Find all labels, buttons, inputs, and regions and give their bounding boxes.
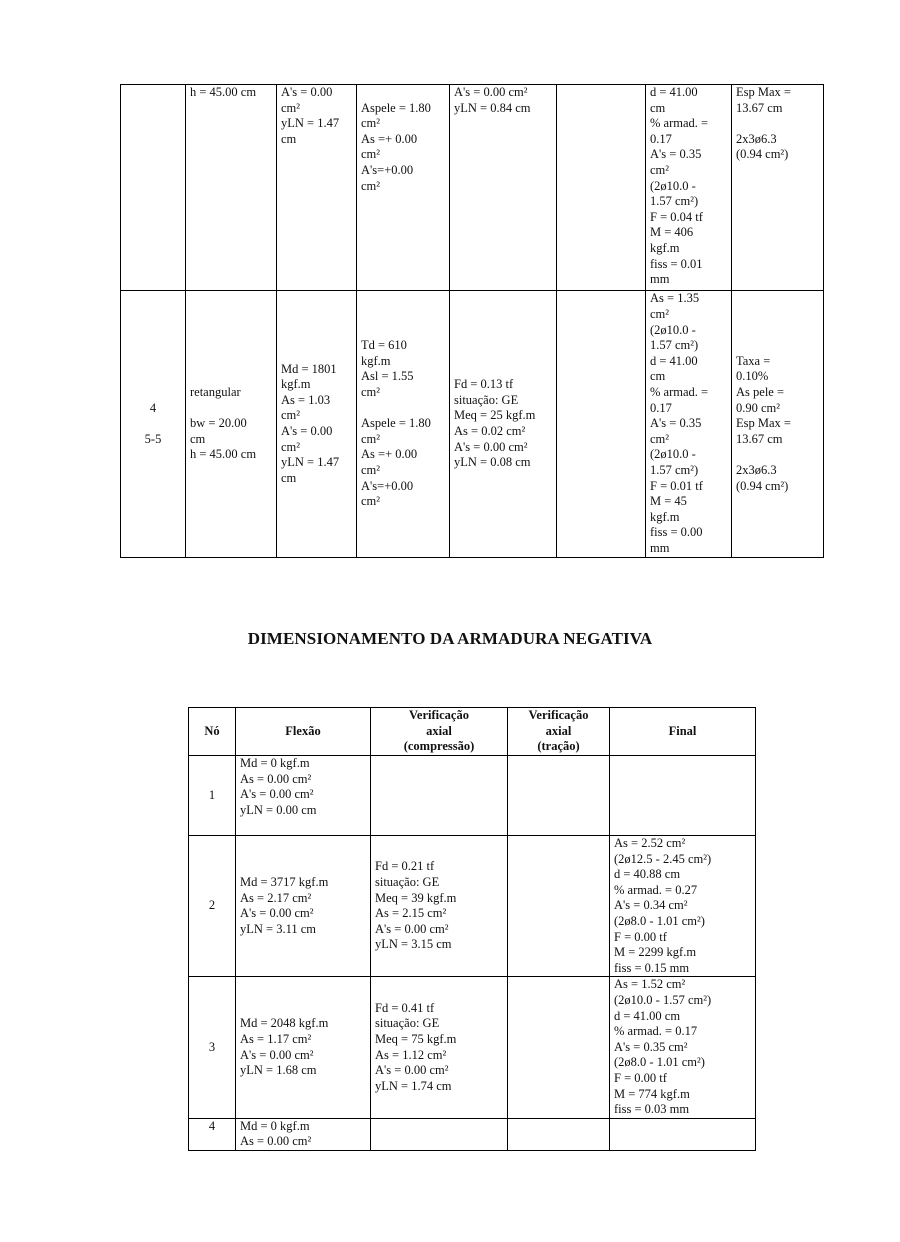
cell-line: situação: GE: [454, 392, 519, 407]
table-row: [189, 836, 756, 977]
table-cell: [186, 291, 277, 558]
cell-line: retangular: [190, 385, 241, 400]
node-number: 1: [189, 756, 236, 836]
traction-cell: [508, 836, 610, 977]
cell-line: A's = 0.00 cm²: [454, 85, 528, 99]
cell-line: (2ø8.0 - 1.01 cm²): [614, 913, 705, 928]
negative-reinforcement-table: [188, 707, 756, 1151]
cell-line: Taxa =: [736, 353, 771, 368]
table-cell: [646, 291, 732, 558]
cell-line: Td = 610: [361, 338, 407, 353]
cell-line: cm: [650, 369, 666, 384]
cell-line: Md = 1801: [281, 361, 337, 376]
cell-line: As = 1.12 cm²: [375, 1047, 447, 1062]
cell-line: 0.17: [650, 131, 672, 146]
cell-line: cm: [281, 470, 297, 485]
cell-line: d = 41.00 cm: [614, 1008, 681, 1023]
column-header-compression: [371, 708, 508, 756]
cell-line: Meq = 75 kgf.m: [375, 1031, 457, 1046]
table-cell: [186, 85, 277, 291]
cell-line: mm: [650, 540, 670, 555]
cell-line: Asl = 1.55: [361, 369, 414, 384]
compression-cell: [371, 977, 508, 1118]
traction-cell: [508, 977, 610, 1118]
cell-line: bw = 20.00: [190, 416, 247, 431]
cell-line: 0.17: [650, 400, 672, 415]
column-header-no: Nó: [189, 708, 236, 756]
cell-line: % armad. =: [650, 385, 709, 400]
cell-line: (tração): [537, 739, 580, 754]
table-cell: [357, 291, 450, 558]
table-cell: [557, 85, 646, 291]
cell-line: % armad. = 0.17: [614, 1024, 698, 1039]
table-cell: [121, 291, 186, 558]
column-header-flexao: Flexão: [236, 708, 371, 756]
table-cell: [450, 291, 557, 558]
cell-line: 13.67 cm: [736, 431, 783, 446]
node-number: 3: [189, 977, 236, 1118]
node-number: 4: [189, 1118, 236, 1150]
cell-line: As = 2.17 cm²: [240, 890, 312, 905]
cell-line: Meq = 25 kgf.m: [454, 408, 536, 423]
cell-line: h = 45.00 cm: [190, 85, 257, 99]
compression-cell: [371, 836, 508, 977]
cell-line: M = 774 kgf.m: [614, 1086, 690, 1101]
beam-results-table: [120, 84, 824, 558]
cell-line: M = 45: [650, 494, 687, 509]
cell-line: d = 40.88 cm: [614, 867, 681, 882]
cell-line: cm²: [361, 431, 381, 446]
cell-line: situação: GE: [375, 1016, 440, 1031]
table-cell: [277, 291, 357, 558]
cell-line: cm²: [361, 385, 381, 400]
cell-line: cm²: [281, 439, 301, 454]
cell-line: M = 2299 kgf.m: [614, 945, 697, 960]
column-header-final: Final: [610, 708, 756, 756]
cell-line: yLN = 0.08 cm: [454, 455, 531, 470]
cell-line: 1.57 cm²): [650, 338, 699, 353]
cell-line: (0.94 cm²): [736, 478, 789, 493]
node-number: 2: [189, 836, 236, 977]
cell-line: [736, 116, 819, 132]
cell-line: yLN = 1.47: [281, 455, 340, 470]
cell-line: d = 41.00: [650, 353, 698, 368]
cell-line: Esp Max =: [736, 85, 791, 99]
cell-line: (2ø10.0 - 1.57 cm²): [614, 992, 712, 1007]
table-row: [121, 85, 824, 291]
section-title: DIMENSIONAMENTO DA ARMADURA NEGATIVA: [247, 629, 653, 648]
cell-line: Verificação: [409, 708, 469, 723]
compression-cell: [371, 1118, 508, 1150]
cell-line: cm²: [361, 494, 381, 509]
flexao-cell: [236, 836, 371, 977]
cell-line: cm²: [650, 307, 670, 322]
cell-line: A's = 0.00 cm²: [454, 439, 528, 454]
table-row: [189, 756, 756, 836]
cell-line: Aspele = 1.80: [361, 416, 431, 431]
cell-line: As =+ 0.00: [361, 131, 418, 146]
table-cell: [557, 291, 646, 558]
cell-line: As = 2.52 cm²: [614, 836, 686, 850]
cell-line: A's = 0.35: [650, 147, 702, 162]
cell-line: 2x3ø6.3: [736, 131, 777, 146]
cell-line: Fd = 0.13 tf: [454, 377, 514, 392]
table-row: [189, 977, 756, 1118]
cell-line: Md = 0 kgf.m: [240, 756, 310, 770]
cell-line: cm²: [361, 116, 381, 131]
cell-line: Esp Max =: [736, 416, 791, 431]
table-row: [189, 1118, 756, 1150]
cell-line: 1.57 cm²): [650, 462, 699, 477]
cell-line: h = 45.00 cm: [190, 447, 257, 462]
table-cell: [277, 85, 357, 291]
cell-line: 5-5: [144, 431, 162, 446]
cell-line: (2ø10.0 -: [650, 178, 696, 193]
cell-line: F = 0.00 tf: [614, 929, 667, 944]
cell-line: As pele =: [736, 385, 785, 400]
cell-line: fiss = 0.00: [650, 525, 703, 540]
flexao-cell: [236, 1118, 371, 1150]
cell-line: cm²: [281, 408, 301, 423]
cell-line: yLN = 1.74 cm: [375, 1078, 452, 1093]
cell-line: cm²: [361, 147, 381, 162]
cell-line: 13.67 cm: [736, 100, 783, 115]
cell-line: As = 2.15 cm²: [375, 906, 447, 921]
cell-line: A's = 0.00 cm²: [240, 1047, 314, 1062]
final-cell: [610, 836, 756, 977]
table-cell: [732, 85, 824, 291]
compression-cell: [371, 756, 508, 836]
cell-line: A's=+0.00: [361, 478, 414, 493]
cell-line: (compressão): [403, 739, 475, 754]
cell-line: kgf.m: [650, 509, 680, 524]
cell-line: [736, 447, 819, 463]
cell-line: cm²: [361, 462, 381, 477]
traction-cell: [508, 1118, 610, 1150]
table-cell: [732, 291, 824, 558]
cell-line: % armad. = 0.27: [614, 882, 698, 897]
cell-line: (0.94 cm²): [736, 147, 789, 162]
cell-line: axial: [426, 723, 452, 738]
cell-line: [361, 401, 445, 417]
cell-line: yLN = 0.84 cm: [454, 100, 531, 115]
cell-line: situação: GE: [375, 874, 440, 889]
cell-line: kgf.m: [281, 377, 311, 392]
cell-line: Md = 3717 kgf.m: [240, 874, 329, 889]
final-cell: [610, 1118, 756, 1150]
cell-line: Md = 0 kgf.m: [240, 1118, 310, 1133]
cell-line: kgf.m: [650, 240, 680, 255]
cell-line: Meq = 39 kgf.m: [375, 890, 457, 905]
cell-line: yLN = 1.47: [281, 116, 340, 131]
cell-line: As = 0.02 cm²: [454, 424, 526, 438]
cell-line: F = 0.04 tf: [650, 209, 703, 224]
cell-line: fiss = 0.03 mm: [614, 1102, 690, 1117]
cell-line: d = 41.00: [650, 85, 698, 99]
cell-line: Fd = 0.21 tf: [375, 859, 435, 874]
cell-line: cm²: [281, 100, 301, 115]
cell-line: As = 1.52 cm²: [614, 977, 686, 992]
cell-line: A's = 0.00 cm²: [375, 1063, 449, 1078]
cell-line: A's=+0.00: [361, 162, 414, 177]
table-cell: [450, 85, 557, 291]
flexao-cell: [236, 756, 371, 836]
cell-line: A's = 0.00 cm²: [240, 787, 314, 802]
final-cell: [610, 977, 756, 1118]
cell-line: As = 0.00 cm²: [240, 771, 312, 786]
cell-line: As =+ 0.00: [361, 447, 418, 462]
cell-line: yLN = 3.15 cm: [375, 937, 452, 952]
cell-line: Md = 2048 kgf.m: [240, 1016, 329, 1031]
column-header-traction: [508, 708, 610, 756]
cell-line: Fd = 0.41 tf: [375, 1000, 435, 1015]
table-cell: [357, 85, 450, 291]
final-cell: [610, 756, 756, 836]
table-header-row: [189, 708, 756, 756]
cell-line: A's = 0.34 cm²: [614, 898, 688, 913]
cell-line: mm: [650, 272, 670, 287]
cell-line: M = 406: [650, 225, 694, 240]
cell-line: axial: [545, 723, 572, 738]
traction-cell: [508, 756, 610, 836]
cell-line: cm: [650, 100, 666, 115]
cell-line: fiss = 0.15 mm: [614, 960, 690, 975]
table-cell: [121, 85, 186, 291]
cell-line: 4: [149, 400, 157, 415]
table-row: [121, 291, 824, 558]
cell-line: cm²: [650, 162, 670, 177]
cell-line: [190, 401, 272, 417]
cell-line: 1.57 cm²): [650, 194, 699, 209]
cell-line: As = 1.17 cm²: [240, 1031, 312, 1046]
flexao-cell: [236, 977, 371, 1118]
cell-line: fiss = 0.01: [650, 256, 703, 271]
table-cell: [646, 85, 732, 291]
cell-line: cm²: [361, 178, 381, 193]
cell-line: As = 1.03: [281, 392, 331, 407]
cell-line: As = 0.00 cm²: [240, 1134, 312, 1149]
cell-line: cm²: [650, 431, 670, 446]
cell-line: F = 0.01 tf: [650, 478, 703, 493]
cell-line: A's = 0.35: [650, 416, 702, 431]
cell-line: yLN = 1.68 cm: [240, 1063, 317, 1078]
cell-line: cm: [190, 431, 206, 446]
cell-line: (2ø12.5 - 2.45 cm²): [614, 851, 712, 866]
cell-line: yLN = 3.11 cm: [240, 921, 317, 936]
cell-line: [361, 85, 445, 101]
cell-line: (2ø8.0 - 1.01 cm²): [614, 1055, 705, 1070]
cell-line: yLN = 0.00 cm: [240, 802, 317, 817]
cell-line: cm: [281, 131, 297, 146]
cell-line: A's = 0.00: [281, 424, 333, 438]
cell-line: A's = 0.00: [281, 85, 333, 99]
cell-line: Verificação: [528, 708, 589, 723]
cell-line: A's = 0.35 cm²: [614, 1039, 688, 1054]
cell-line: F = 0.00 tf: [614, 1070, 667, 1085]
cell-line: kgf.m: [361, 353, 391, 368]
cell-line: As = 1.35: [650, 291, 700, 306]
cell-line: A's = 0.00 cm²: [375, 921, 449, 936]
cell-line: 2x3ø6.3: [736, 462, 777, 477]
cell-line: (2ø10.0 -: [650, 447, 696, 462]
cell-line: Aspele = 1.80: [361, 100, 431, 115]
cell-line: 0.90 cm²: [736, 400, 781, 415]
cell-line: % armad. =: [650, 116, 709, 131]
cell-line: 0.10%: [736, 369, 769, 384]
cell-line: [125, 416, 181, 432]
cell-line: (2ø10.0 -: [650, 322, 696, 337]
cell-line: A's = 0.00 cm²: [240, 906, 314, 921]
